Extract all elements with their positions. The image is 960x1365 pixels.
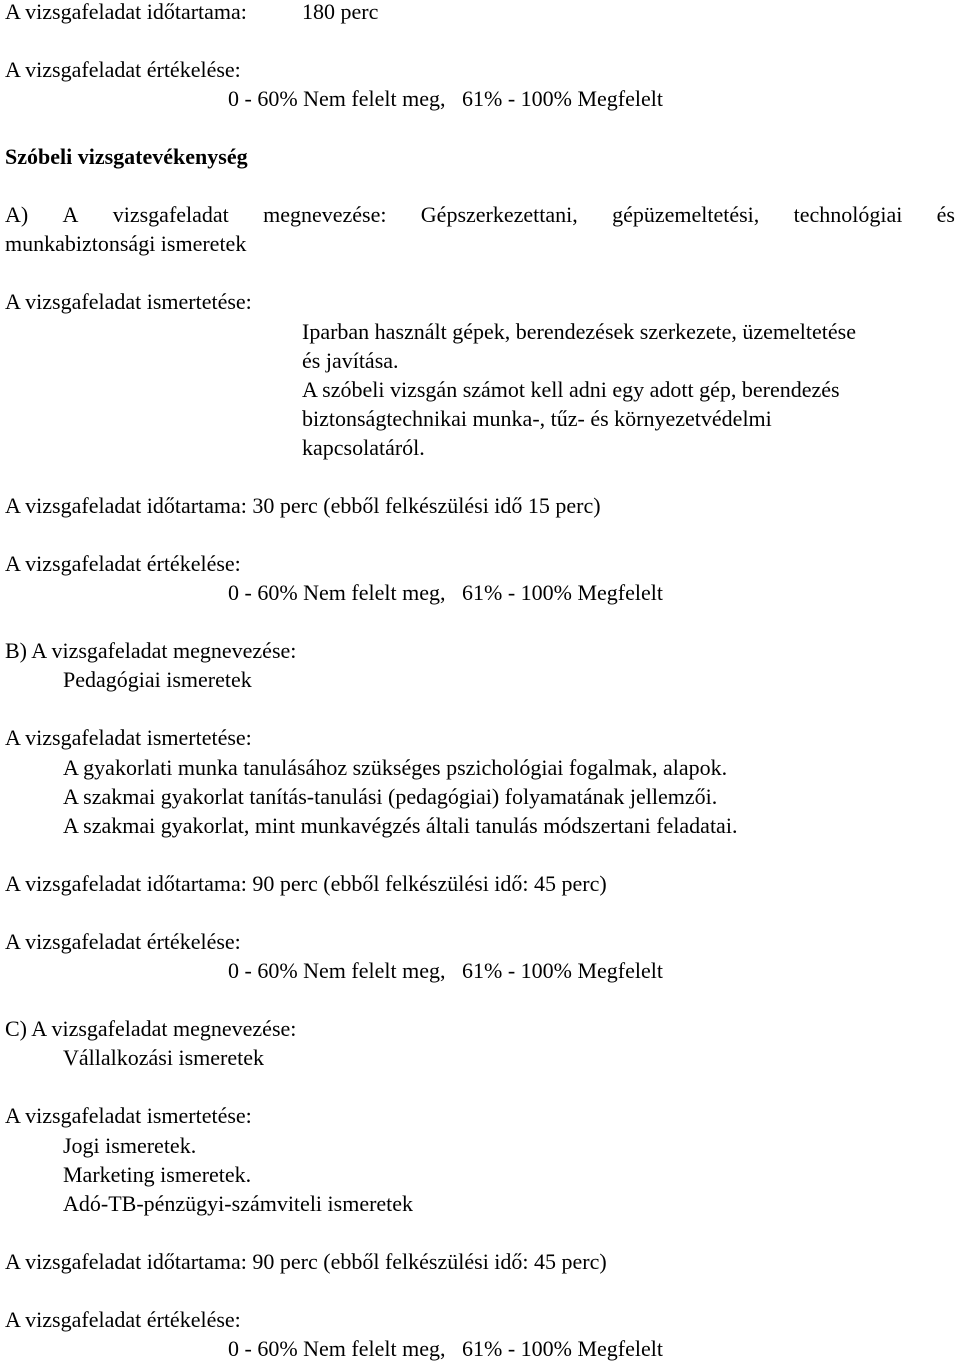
section-a-title-word: vizsgafeladat	[112, 202, 229, 227]
intro-duration-label: A vizsgafeladat időtartama:	[5, 0, 247, 24]
section-c-name: Vállalkozási ismeretek	[63, 1045, 264, 1070]
section-a-desc-line: kapcsolatáról.	[302, 435, 425, 460]
section-a-title	[5, 201, 955, 229]
section-c-duration: A vizsgafeladat időtartama: 90 perc (ebből felkészülési idő: 45 perc)	[5, 1249, 607, 1274]
intro-eval-label: A vizsgafeladat értékelése:	[5, 57, 241, 82]
section-a-desc-line: A szóbeli vizsgán számot kell adni egy adott gép, berendezés	[302, 377, 840, 402]
section-a-title-word: megnevezése:	[263, 202, 387, 227]
section-b-desc-line: A gyakorlati munka tanulásához szükséges pszichológiai fogalmak, alapok.	[63, 755, 728, 780]
section-a-eval-label: A vizsgafeladat értékelése:	[5, 551, 241, 576]
section-b-eval-value: 0 - 60% Nem felelt meg, 61% - 100% Megfelelt	[228, 958, 663, 983]
section-a-duration: A vizsgafeladat időtartama: 30 perc (ebből felkészülési idő 15 perc)	[5, 493, 601, 518]
section-a-desc-label: A vizsgafeladat ismertetése:	[5, 289, 252, 314]
section-c-desc-line: Adó-TB-pénzügyi-számviteli ismeretek	[63, 1191, 414, 1216]
section-c-eval-label: A vizsgafeladat értékelése:	[5, 1307, 241, 1332]
section-a-title-word: Gépszerkezettani,	[420, 202, 578, 227]
section-a-title-word: technológiai	[793, 202, 903, 227]
intro-duration-value: 180 perc	[302, 0, 379, 24]
section-a-title-word: A)	[5, 202, 29, 227]
section-c-eval-value: 0 - 60% Nem felelt meg, 61% - 100% Megfelelt	[228, 1336, 663, 1361]
section-a-desc-line: biztonságtechnikai munka-, tűz- és környezetvédelmi	[302, 406, 772, 431]
section-b-desc-line: A szakmai gyakorlat tanítás-tanulási (pedagógiai) folyamatának jellemzői.	[63, 784, 718, 809]
section-c-title: C) A vizsgafeladat megnevezése:	[5, 1016, 297, 1041]
section-c-desc-line: Jogi ismeretek.	[63, 1133, 197, 1158]
section-a-desc-line: Iparban használt gépek, berendezések szerkezete, üzemeltetése	[302, 319, 856, 344]
section-b-duration: A vizsgafeladat időtartama: 90 perc (ebből felkészülési idő: 45 perc)	[5, 871, 607, 896]
intro-eval-value: 0 - 60% Nem felelt meg, 61% - 100% Megfelelt	[228, 86, 663, 111]
section-a-desc-line: és javítása.	[302, 348, 399, 373]
section-a-eval-value: 0 - 60% Nem felelt meg, 61% - 100% Megfelelt	[228, 580, 663, 605]
section-b-desc-label: A vizsgafeladat ismertetése:	[5, 725, 252, 750]
section-c-desc-line: Marketing ismeretek.	[63, 1162, 252, 1187]
section-b-eval-label: A vizsgafeladat értékelése:	[5, 929, 241, 954]
section-a-title-line2: munkabiztonsági ismeretek	[5, 231, 247, 256]
section-c-desc-label: A vizsgafeladat ismertetése:	[5, 1103, 252, 1128]
section-a-title-word: A	[62, 202, 79, 227]
section-b-desc-line: A szakmai gyakorlat, mint munkavégzés általi tanulás módszertani feladatai.	[63, 813, 738, 838]
section-a-title-word: gépüzemeltetési,	[612, 202, 760, 227]
oral-section-heading: Szóbeli vizsgatevékenység	[5, 144, 248, 169]
section-b-name: Pedagógiai ismeretek	[63, 667, 252, 692]
section-b-title: B) A vizsgafeladat megnevezése:	[5, 638, 297, 663]
section-a-title-word: és	[936, 202, 955, 227]
